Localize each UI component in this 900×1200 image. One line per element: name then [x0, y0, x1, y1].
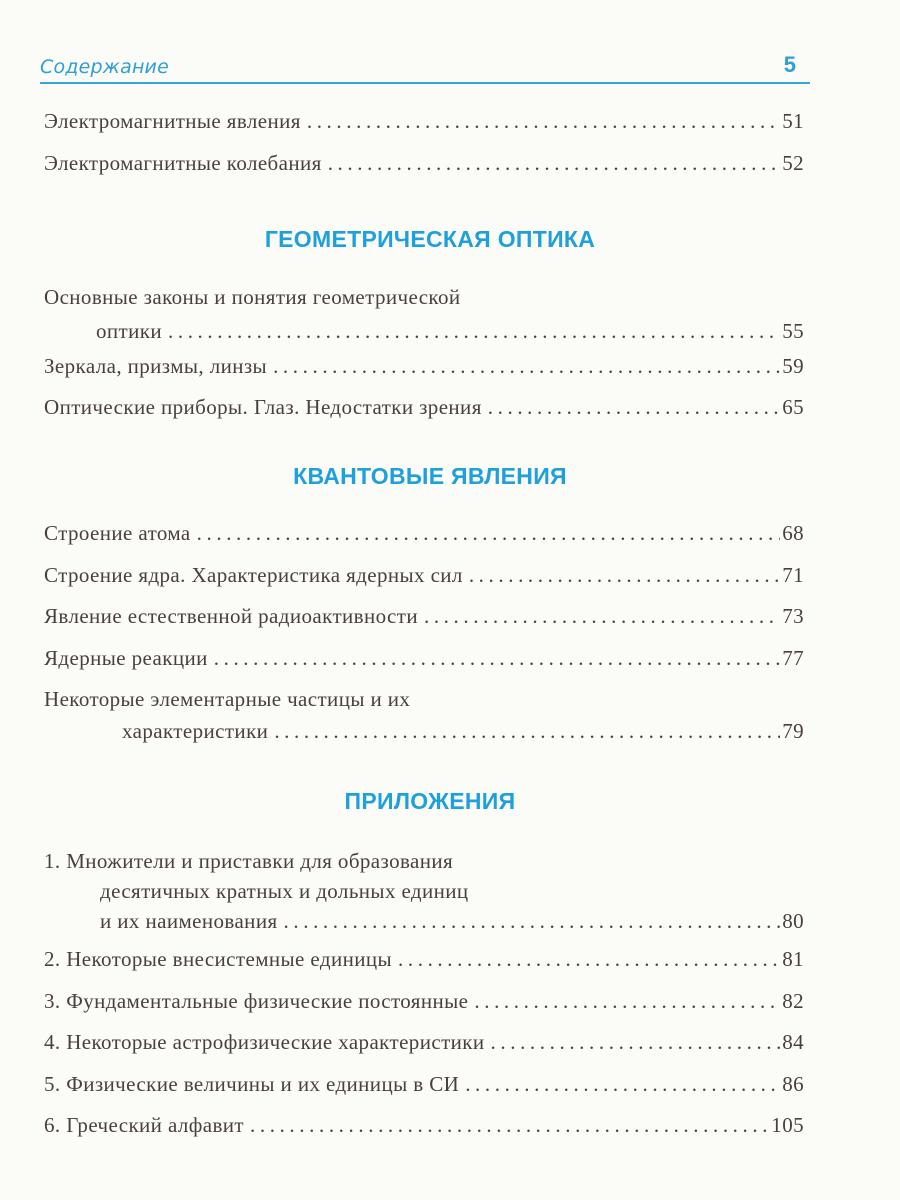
toc-entry[interactable]: 1. Множители и приставки для образования десятичных кратных и дольных единиц и их наименования ..... 80 — [44, 846, 804, 936]
section-title-quantum-phenomena: КВАНТОВЫЕ ЯВЛЕНИЯ — [293, 463, 567, 489]
leader-dots — [273, 351, 780, 381]
toc-entry[interactable]: Зеркала, призмы, линзы ..... 59 — [44, 351, 804, 381]
leader-dots — [465, 1069, 780, 1099]
toc-entry[interactable]: Явление естественной радиоактивности ..... 73 — [44, 601, 804, 631]
page-ref: 65 — [782, 395, 804, 419]
page-ref: 105 — [771, 1113, 804, 1137]
leader-dots — [328, 148, 780, 178]
page-ref: 71 — [782, 563, 804, 587]
page-ref: 52 — [782, 151, 804, 175]
toc-entry[interactable]: Ядерные реакции ..... 77 — [44, 643, 804, 673]
leader-dots — [274, 716, 780, 746]
header-title: Содержание — [40, 56, 169, 78]
leader-dots — [168, 316, 780, 346]
leader-dots — [307, 106, 780, 136]
page-ref: 77 — [782, 646, 804, 670]
page-ref: 55 — [782, 319, 804, 343]
page-ref: 79 — [782, 719, 804, 743]
page-ref: 82 — [782, 989, 804, 1013]
leader-dots — [474, 986, 780, 1016]
leader-dots — [214, 643, 780, 673]
leader-dots — [491, 1027, 781, 1057]
leader-dots — [488, 392, 780, 422]
toc-entry[interactable]: 6. Греческий алфавит ..... 105 — [44, 1110, 804, 1140]
toc-entry[interactable]: Основные законы и понятия геометрической оптики ..... 55 — [44, 282, 804, 346]
leader-dots — [424, 601, 780, 631]
toc-entry[interactable]: Электромагнитные колебания ..... 52 — [44, 148, 804, 178]
toc-entry[interactable]: 3. Фундаментальные физические постоянные ..... 82 — [44, 986, 804, 1016]
page-ref: 68 — [782, 521, 804, 545]
page-ref: 51 — [782, 109, 804, 133]
page-ref: 80 — [782, 909, 804, 933]
toc-entry[interactable]: Оптические приборы. Глаз. Недостатки зрения ..... 65 — [44, 392, 804, 422]
page-ref: 81 — [782, 947, 804, 971]
leader-dots — [398, 944, 780, 974]
leader-dots — [197, 518, 781, 548]
leader-dots — [469, 560, 780, 590]
leader-dots — [250, 1110, 769, 1140]
toc-entry[interactable]: 4. Некоторые астрофизические характеристики ..... 84 — [44, 1027, 804, 1057]
section-title-geometric-optics: ГЕОМЕТРИЧЕСКАЯ ОПТИКА — [264, 226, 596, 252]
toc-entry[interactable]: 5. Физические величины и их единицы в СИ ..... 86 — [44, 1069, 804, 1099]
toc-entry[interactable]: Строение атома ..... 68 — [44, 518, 804, 548]
page-ref: 84 — [782, 1030, 804, 1054]
leader-dots — [284, 906, 781, 936]
page-ref: 86 — [782, 1072, 804, 1096]
page-ref: 73 — [782, 604, 804, 628]
section-title-appendices: ПРИЛОЖЕНИЯ — [344, 788, 516, 814]
toc-entry[interactable]: 2. Некоторые внесистемные единицы ..... 81 — [44, 944, 804, 974]
page-ref: 59 — [782, 354, 804, 378]
toc-entry[interactable]: Некоторые элементарные частицы и их характеристики ..... 79 — [44, 684, 804, 746]
toc-entry[interactable]: Электромагнитные явления ..... 51 — [44, 106, 804, 136]
header-page-number: 5 — [783, 52, 796, 77]
running-header — [40, 52, 810, 84]
toc-entry[interactable]: Строение ядра. Характеристика ядерных сил ..... 71 — [44, 560, 804, 590]
